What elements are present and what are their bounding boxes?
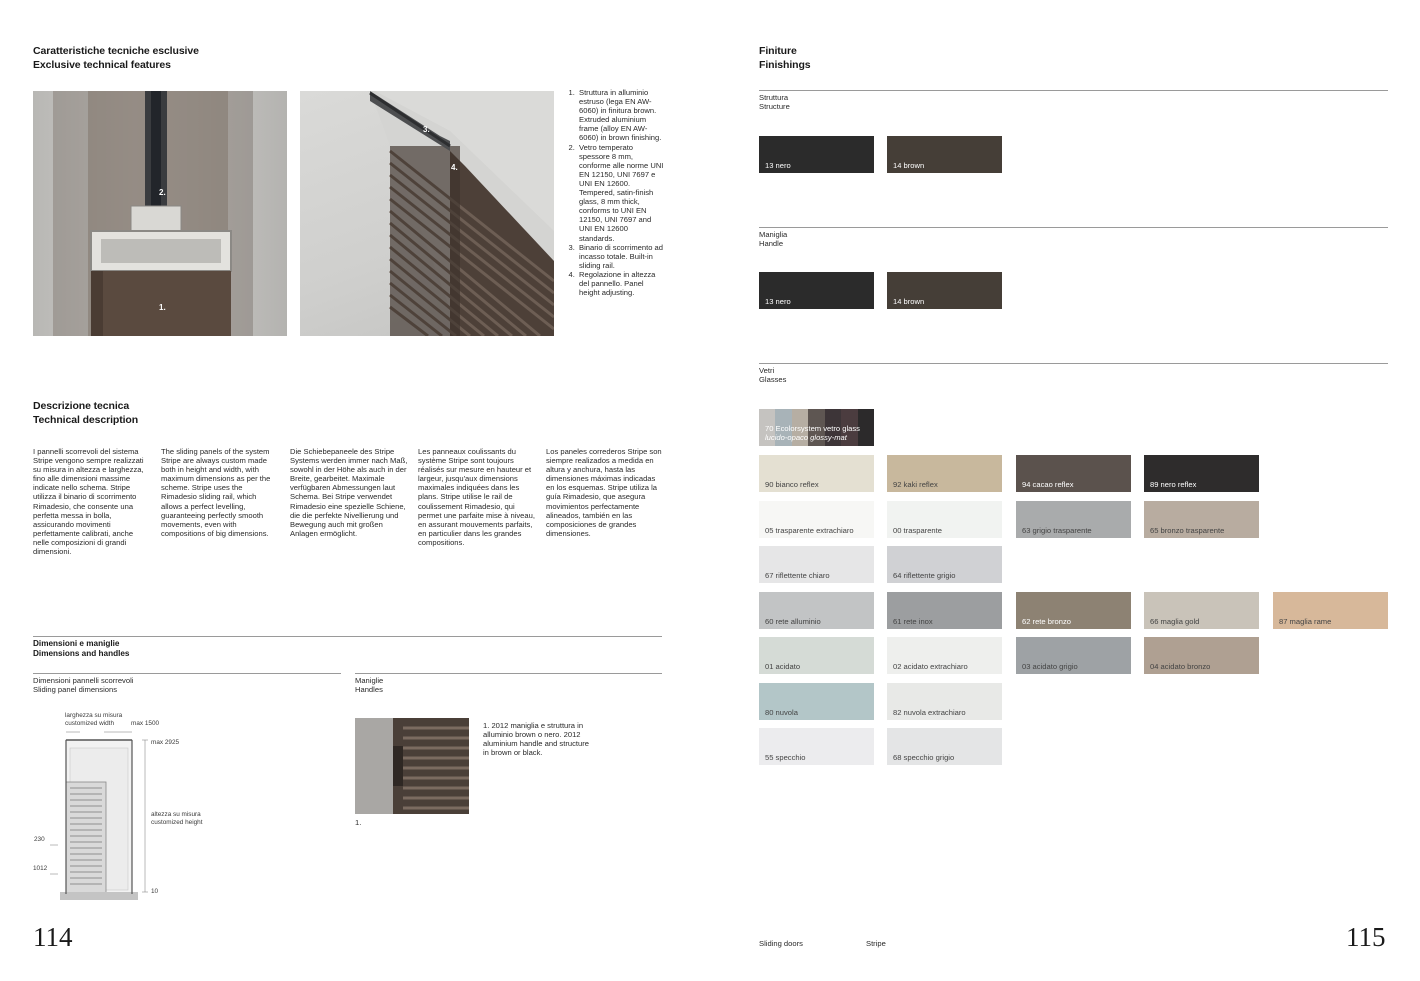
panel-dim-italian: Dimensioni pannelli scorrevoli [33,676,134,685]
glasses-label [759,366,786,384]
swatch-04-acidato-bronzo [1144,637,1259,674]
swatch-68-specchio-grigio [887,728,1002,765]
max-height-label: max 2925 [151,739,180,746]
swatch-90-bianco-reflex [759,455,874,492]
desc-column-spanish: Los paneles correderos Stripe son siempre realizados a medida en altura y anchura, hasta las dimensiones máximas indicadas en los esquemas. Stripe utiliza la guía Rimadesio, que asegura movimientos perfectamente alineados, también en las composiciones de grandes dimensiones. [546,447,662,538]
swatch-label: 62 rete bronzo [1022,616,1071,626]
dim-title-english: Dimensions and handles [33,648,130,658]
swatch-label: 87 maglia rame [1279,616,1332,626]
swatch-62-rete-bronzo [1016,592,1131,629]
handle-illustration [355,718,469,814]
feature-item: 1. Struttura in alluminio estruso (lega EN AW-6060) in finitura brown. Extruded aluminium frame (alloy EN AW-6060) in brown finishing. [577,88,664,143]
swatch-label: 13 nero [765,297,791,306]
width-english: customized width [65,719,115,727]
swatch-label: 68 specchio grigio [893,753,955,762]
swatch-61-rete-inox [887,592,1002,629]
swatch-label: 82 nuvola extrachiaro [893,707,966,717]
height-english: customized height [151,818,203,826]
left-page-title [33,44,199,72]
features-list [568,88,664,297]
handle-note-text: 2012 maniglia e struttura in alluminio brown o nero. 2012 aluminium handle and structure in brown or black. [483,721,589,757]
panel-dim-english: Sliding panel dimensions [33,685,118,694]
handle-italian: Maniglia [759,230,788,239]
desc-column-italian: I pannelli scorrevoli del sistema Stripe vengono sempre realizzati su misura in altezza e larghezza, fino alle dimensioni massime indicate nello schema. Stripe utilizza il binario di scorrimento Rimadesio, che consente una perfetta messa in bolla, assicurando movimenti perfettamente calibrati, anche nelle composizioni di grandi dimensioni. [33,447,144,557]
height-italian: altezza su misura [151,811,201,818]
handles-label [355,676,383,694]
panel-slats-photo [300,91,554,336]
swatch-02-acidato-extrachiaro [887,637,1002,674]
photo-label-1: 1. [159,303,166,312]
page-number-left: 114 [33,922,73,952]
swatch-94-cacao-reflex [1016,455,1131,492]
swatch-01-acidato [759,637,874,674]
page-number-right: 115 [1346,922,1386,952]
feature-item: 2. Vetro temperato spessore 8 mm, conforme alle norme UNI EN 12150, UNI 7697 e UNI EN 12600. Tempered, satin-finish glass, 8 mm thick, conforms to UNI EN 12150, UNI 7697 and UNI EN 12600 standards. [577,143,664,243]
desc-column-french: Les panneaux coulissants du système Stripe sont toujours réalisés sur mesure en hauteur et largeur, jusqu'aux dimensions maximales indiquées dans les plans. Stripe utilise le rail de coulissement Rimadesio, qui permet une parfaite mise à niveau, en assurant mouvements parfaits, en particulier dans les grandes compositions. [418,447,535,547]
structure-label [759,93,790,111]
swatch-63-grigio-trasparente [1016,501,1131,538]
swatch-82-nuvola-extrachiaro [887,683,1002,720]
feature-item: 4. Regolazione in altezza del pannello. Panel height adjusting. [577,270,664,297]
swatch-label: 67 riflettente chiaro [765,571,830,580]
swatch-89-nero-reflex [1144,455,1259,492]
swatch-label: 55 specchio [765,753,806,762]
swatch-label: 02 acidato extrachiaro [893,662,968,671]
desc-column-german: Die Schiebepaneele des Stripe Systems werden immer nach Maß, sowohl in der Höhe als auch in der Breite, gearbeitet. Maximale verfügbaren Abmessungen laut Schema. Bei Stripe verwendet Rimadesio eine spezielle Schiene, die die perfekte Nivellierung und Bewegung auch mit großen Anlagen ermöglicht. [290,447,408,538]
handle-note [483,721,595,757]
photo-label-3: 3. [423,125,430,134]
divider [33,636,662,637]
profile-section-illustration [33,91,287,336]
dimensions-title [33,639,129,658]
swatch-13-nero [759,272,874,309]
swatch-60-rete-alluminio [759,592,874,629]
handles-italian: Maniglie [355,676,384,685]
swatch-87-maglia-rame [1273,592,1388,629]
handle-photo [355,718,469,814]
swatch-label: 14 brown [893,161,925,170]
ecolor-line-2: lucido-opaco glossy-mat [765,433,847,442]
ecolorsystem-swatch [759,409,874,446]
swatch-label: 90 bianco reflex [765,480,819,489]
swatch-55-specchio [759,728,874,765]
swatch-64-riflettente-grigio [887,546,1002,583]
swatch-03-acidato-grigio [1016,637,1131,674]
swatch-14-brown [887,272,1002,309]
dimension-1012: 1012 [33,865,48,872]
swatch-label: 04 acidato bronzo [1150,662,1211,671]
swatch-label: 63 grigio trasparente [1022,525,1092,535]
swatch-label: 64 riflettente grigio [893,571,956,580]
photo-label-2: 2. [159,188,166,197]
handles-english: Handles [355,685,383,694]
swatch-67-riflettente-chiaro [759,546,874,583]
finishings-italian: Finiture [759,45,797,57]
swatch-66-maglia-gold [1144,592,1259,629]
divider [759,227,1388,228]
swatch-label: 00 trasparente [893,525,942,535]
handle-english: Handle [759,239,784,248]
width-italian: larghezza su misura [65,712,123,719]
height-label [151,811,203,826]
structure-english: Structure [759,102,790,111]
max-width-label: max 1500 [131,720,160,727]
panel-drawing [30,708,230,904]
ecolor-line-1: 70 Ecolorsystem vetro glass [765,424,860,433]
swatch-label: 03 acidato grigio [1022,662,1078,671]
swatch-label: 60 rete alluminio [765,616,821,626]
swatch-label: 94 cacao reflex [1022,480,1074,489]
handle-photo-label: 1. [355,818,362,827]
divider [759,90,1388,91]
divider [33,673,341,674]
swatch-label: 14 brown [893,297,925,306]
swatch-65-bronzo-trasparente [1144,501,1259,538]
finishings-english: Finishings [759,59,811,71]
footer-sliding-doors: Sliding doors [759,939,803,948]
handle-finish-label [759,230,787,248]
divider [355,673,662,674]
swatch-label: 66 maglia gold [1150,616,1200,626]
ecolor-caption [765,424,860,442]
swatch-label: 65 bronzo trasparente [1150,525,1225,535]
panel-dimension-drawing [30,708,230,904]
divider [759,363,1388,364]
dim-title-italian: Dimensioni e maniglie [33,639,120,648]
title-italian: Caratteristiche tecniche esclusive [33,45,199,57]
swatch-label: 05 trasparente extrachiaro [765,525,854,535]
swatch-label: 92 kaki reflex [893,480,938,489]
right-page-title [759,44,811,72]
photo-label-4: 4. [451,163,458,172]
desc-title-english: Technical description [33,414,139,426]
description-title [33,399,138,427]
swatch-05-trasparente-extrachiaro [759,501,874,538]
glasses-english: Glasses [759,375,787,384]
swatch-label: 01 acidato [765,662,801,671]
swatch-00-trasparente [887,501,1002,538]
panel-dimensions-label [33,676,133,694]
desc-title-italian: Descrizione tecnica [33,400,130,412]
glasses-italian: Vetri [759,366,775,375]
dimension-10: 10 [151,888,159,895]
structure-italian: Struttura [759,93,789,102]
swatch-92-kaki-reflex [887,455,1002,492]
swatch-label: 61 rete inox [893,616,933,626]
footer-stripe: Stripe [866,939,886,948]
width-label [65,712,122,727]
handle-note-number: 1. [483,721,492,730]
swatch-13-nero [759,136,874,173]
swatch-14-brown [887,136,1002,173]
swatch-label: 80 nuvola [765,707,798,717]
feature-item: 3. Binario di scorrimento ad incasso totale. Built-in sliding rail. [577,243,664,270]
dimension-230: 230 [34,836,45,843]
swatch-label: 13 nero [765,161,791,170]
title-english: Exclusive technical features [33,59,171,71]
swatch-label: 89 nero reflex [1150,480,1197,489]
profile-section-photo [33,91,287,336]
swatch-80-nuvola [759,683,874,720]
desc-column-english: The sliding panels of the system Stripe are always custom made both in height and width, with maximum dimensions as per the scheme. Stripe uses the Rimadesio sliding rail, which allows a perfect levelling, guaranteeing perfectly smooth movements, even with compositions of big dimensions. [161,447,271,538]
